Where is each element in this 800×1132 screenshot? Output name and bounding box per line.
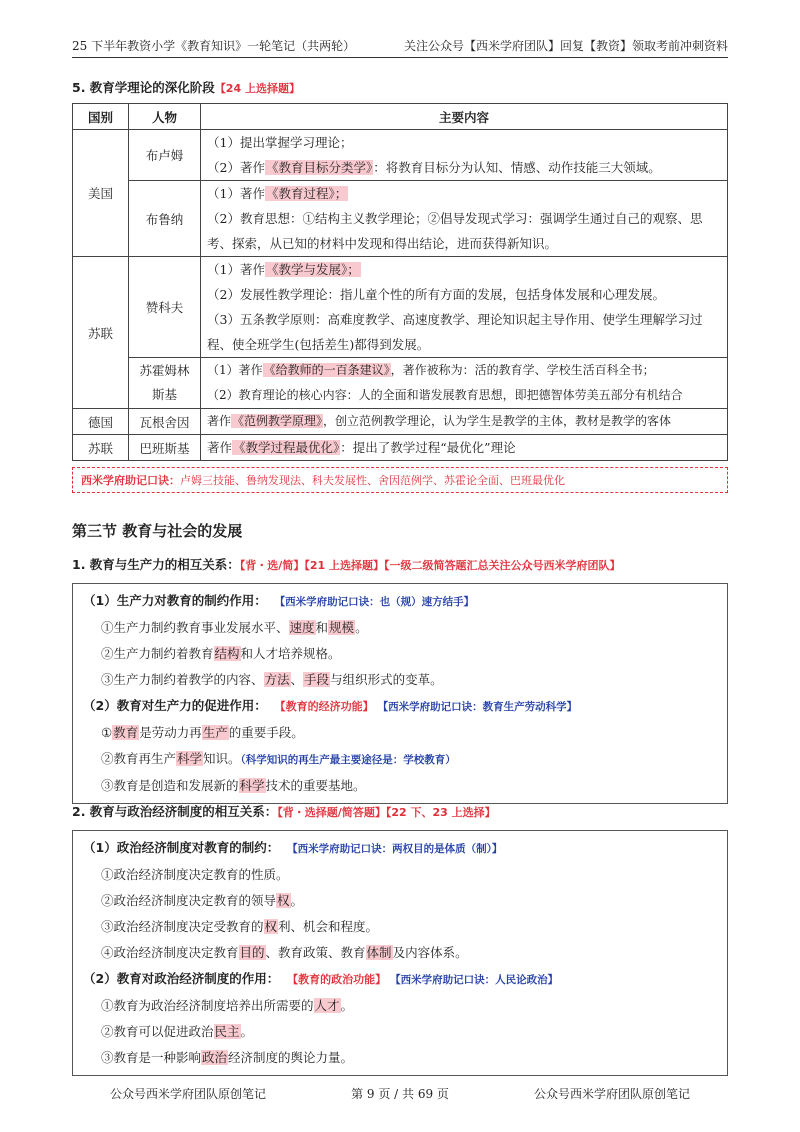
s1-p1-i2b: 和人才培养规格。	[240, 646, 341, 661]
s1-p2-i3h: 科学	[239, 778, 265, 793]
s1-p2-i3a: ③教育是创造和发展新的	[101, 778, 239, 793]
mnemonic-1-text: 卢姆三技能、鲁纳发现法、科夫发展性、舍因范例学、苏霍论全面、巴班最优化	[180, 474, 565, 487]
person-bruner: 布鲁纳	[129, 181, 201, 257]
s2-p1-i3b: 利、机会和程度。	[278, 919, 379, 934]
s1-p2-tag2: 【西米学府助记口诀：教育生产劳动科学】	[377, 701, 578, 713]
s2-p2-item-1	[83, 993, 717, 1019]
s2-box-wrap	[72, 830, 728, 1076]
s1-heading	[72, 555, 728, 573]
bruner-line-1	[207, 181, 721, 206]
s1-p2-tag1: 【教育的经济功能】	[274, 700, 374, 713]
s2-box	[72, 830, 728, 1076]
table-row	[73, 435, 728, 461]
s2-p1-tag: 【西米学府助记口诀：两权目的是体质（制）】	[287, 843, 503, 855]
s2-tag: 【背・选择题/简答题】【22 下、23 上选择】	[277, 806, 496, 819]
s2-p2-i3b: 经济制度的舆论力量。	[228, 1050, 354, 1065]
s1-p1-i3b: 、	[290, 672, 304, 687]
page-footer	[110, 1085, 690, 1102]
s2-p2-i2h: 民主	[214, 1024, 240, 1039]
person-zankov: 赞科夫	[129, 257, 201, 358]
s2-p1-title: （1）政治经济制度对教育的制约：	[83, 840, 280, 855]
babansky-a: 著作	[207, 440, 233, 455]
s1-p1-i1h1: 速度	[289, 620, 315, 635]
bloom-line-1: （1）提出掌握学习理论；	[207, 135, 353, 150]
table-row	[73, 257, 728, 358]
col-country: 国别	[73, 104, 129, 130]
s1-p2-i1a: ①	[101, 725, 113, 740]
s1-p2-i1h1: 教育	[113, 725, 139, 740]
s2-p1-item-4	[83, 940, 717, 966]
s2-p1-i4a: ④政治经济制度决定教育	[101, 945, 239, 960]
content-wagenschein	[201, 409, 728, 435]
s1-p1-i2a: ②生产力制约着教育	[101, 646, 214, 661]
section-5-tag: 【24 上选择题】	[214, 82, 300, 95]
content-babansky	[201, 435, 728, 461]
s2-p2-title: （2）教育对政治经济制度的作用：	[83, 971, 280, 986]
s2-p1-heading	[83, 835, 717, 862]
country-ussr: 苏联	[73, 257, 129, 409]
s2-title: 2. 教育与政治经济制度的相互关系：	[72, 804, 278, 819]
s2-p2-tag2: 【西米学府助记口诀：人民论政治】	[390, 974, 559, 986]
footer-right: 公众号西米学府团队原创笔记	[533, 1087, 690, 1101]
s1-p1-i1c: 。	[355, 620, 368, 635]
s1-p2-i2a: ②教育再生产	[101, 751, 177, 766]
country-usa: 美国	[73, 130, 129, 257]
table-row	[73, 181, 728, 257]
babansky-b: ：提出了教学过程“最优化”理论	[340, 440, 516, 455]
bloom-line-2	[207, 155, 721, 180]
col-person: 人物	[129, 104, 201, 130]
s1-p2-item-3	[83, 773, 717, 799]
zankov-highlight: 《教学与发展》；	[265, 262, 360, 277]
s1-p1-item-3	[83, 667, 717, 693]
mnemonic-1-label: 西米学府助记口诀：	[81, 474, 180, 487]
bloom-highlight: 《教育目标分类学》	[265, 160, 373, 175]
s1-p2-item-1	[83, 720, 717, 746]
table-row	[73, 409, 728, 435]
content-bruner	[201, 181, 728, 257]
s1-p2-i2h: 科学	[177, 751, 203, 766]
s2-p1-i2b: 。	[290, 893, 304, 908]
s1-box-wrap	[72, 583, 728, 804]
zankov-line-2: （2）发展性教学理论：指儿童个性的所有方面的发展，包括身体发展和心理发展。	[207, 287, 665, 302]
s2-p2-i1a: ①教育为政治经济制度培养出所需要的	[101, 998, 314, 1013]
sukh-highlight: 《给教师的一百条建议》	[263, 363, 390, 377]
sukh-l1b: ，著作被称为：活的教育学、学校生活百科全书；	[390, 363, 655, 377]
babansky-highlight: 《教学过程最优化》	[233, 440, 340, 455]
s1-p2-title: （2）教育对生产力的促进作用：	[83, 698, 267, 713]
s1-tag: 【背・选/简】【21 上选择题】【一级二级简答题汇总关注公众号西米学府团队】	[239, 559, 621, 572]
wagen-highlight: 《范例教学原理》	[232, 414, 323, 428]
bruner-highlight: 《教育过程》；	[265, 186, 348, 201]
s2-p2-i2b: 。	[240, 1024, 254, 1039]
s1-p2-i2b: 知识。	[203, 751, 241, 766]
s1-p1-i2h: 结构	[214, 646, 240, 661]
s2-p1-i4b: 、教育政策、教育	[265, 945, 366, 960]
header-left: 25 下半年教资小学《教育知识》一轮笔记（共两轮）	[72, 39, 356, 53]
content-bloom	[201, 130, 728, 181]
section-5-title: 5. 教育学理论的深化阶段	[72, 80, 215, 95]
page-header	[72, 36, 728, 58]
sukh-line-2: （2）教育理论的核心内容：人的全面和谐发展教育思想，即把德智体劳美五部分有机结合	[207, 388, 683, 402]
sukh-line-1	[207, 358, 721, 383]
wagen-a: 著作	[207, 414, 232, 428]
s1-p1-i3h1: 方法	[264, 672, 290, 687]
s1-p2-i1b: 是劳动力再	[139, 725, 202, 740]
s2-heading	[72, 802, 728, 820]
theory-table-block	[72, 103, 728, 493]
bloom-l2a: （2）著作	[207, 160, 265, 175]
section-3-heading	[72, 520, 728, 541]
header-right: 关注公众号【西米学府团队】回复【教资】领取考前冲刺资料	[403, 39, 728, 53]
s2-p1-i3a: ③政治经济制度决定受教育的	[101, 919, 264, 934]
s2-p1-i4h2: 体制	[366, 945, 392, 960]
person-sukhomlinsky	[129, 358, 201, 409]
sukh-name-1: 苏霍姆林	[139, 363, 190, 378]
s1-p2-item-2	[83, 746, 717, 773]
s1-box	[72, 583, 728, 804]
content-sukhomlinsky	[201, 358, 728, 409]
person-babansky: 巴班斯基	[129, 435, 201, 461]
col-content: 主要内容	[201, 104, 728, 130]
content-zankov	[201, 257, 728, 358]
s1-p1-i1h2: 规模	[329, 620, 355, 635]
s2-p1-i4h1: 目的	[239, 945, 265, 960]
s2-p1-i4c: 及内容体系。	[392, 945, 468, 960]
s1-p1-i3h2: 手段	[304, 672, 330, 687]
zankov-line-4: 程、使全班学生(包括差生)都得到发展。	[207, 337, 430, 352]
s2-p1-item-3	[83, 914, 717, 940]
s2-p1-i2h: 权	[277, 893, 290, 908]
bruner-line-2: （2）教育思想：①结构主义教学理论；②倡导发现式学习：强调学生通过自己的观察、思	[207, 211, 703, 226]
s1-p1-i3c: 与组织形式的变革。	[330, 672, 443, 687]
s2-p2-item-2	[83, 1019, 717, 1045]
person-wagenschein: 瓦根舍因	[129, 409, 201, 435]
s1-p1-heading	[83, 588, 717, 615]
s2-p1-i2a: ②政治经济制度决定教育的领导	[101, 893, 277, 908]
person-bloom: 布卢姆	[129, 130, 201, 181]
s2-p2-i1h: 人才	[314, 998, 340, 1013]
sukh-l1a: （1）著作	[207, 363, 263, 377]
s1-p1-i3a: ③生产力制约着教学的内容、	[101, 672, 264, 687]
wagen-b: ，创立范例教学理论，认为学生是教学的主体，教材是教学的客体	[323, 414, 672, 428]
s2-p2-item-3	[83, 1045, 717, 1071]
sukh-name-2: 斯基	[151, 387, 177, 402]
section-5-heading	[72, 78, 728, 96]
s1-p1-i1a: ①生产力制约教育事业发展水平、	[101, 620, 289, 635]
s1-p1-item-2	[83, 641, 717, 667]
s2-p2-i3h: 政治	[202, 1050, 228, 1065]
table-header-row	[73, 104, 728, 130]
section-3-title: 第三节 教育与社会的发展	[72, 522, 243, 540]
s2-p1-i3h: 权	[264, 919, 278, 934]
s2-p1-item-2	[83, 888, 717, 914]
footer-left: 公众号西米学府团队原创笔记	[110, 1087, 267, 1101]
zankov-line-3: （3）五条教学原则：高难度教学、高速度教学、理论知识起主导作用、使学生理解学习过	[207, 312, 703, 327]
table-row	[73, 358, 728, 409]
country-ussr-2: 苏联	[73, 435, 129, 461]
bruner-line-3: 考、探索，从已知的材料中发现和得出结论，进而获得新知识。	[207, 236, 558, 251]
s1-p2-i1h2: 生产	[202, 725, 228, 740]
table-row	[73, 130, 728, 181]
mnemonic-box-1	[72, 467, 728, 493]
s2-p2-i1b: 。	[340, 998, 354, 1013]
s1-p1-tag: 【西米学府助记口诀：也（规）速方结手】	[274, 596, 475, 608]
s1-p2-i3b: 技术的重要基地。	[265, 778, 366, 793]
s2-p2-tag1: 【教育的政治功能】	[287, 973, 387, 986]
theory-table	[72, 103, 728, 461]
s2-p2-i3a: ③教育是一种影响	[101, 1050, 202, 1065]
zankov-line-1	[207, 257, 721, 282]
zankov-l1a: （1）著作	[207, 262, 265, 277]
country-germany: 德国	[73, 409, 129, 435]
s1-p2-i1c: 的重要手段。	[228, 725, 304, 740]
s1-p1-i1b: 和	[315, 620, 329, 635]
s2-p2-i2a: ②教育可以促进政治	[101, 1024, 214, 1039]
s1-title: 1. 教育与生产力的相互关系：	[72, 557, 240, 572]
page-number: 第 9 页 / 共 69 页	[351, 1087, 449, 1101]
bruner-l1a: （1）著作	[207, 186, 265, 201]
bloom-l2b: ：将教育目标分为认知、情感、动作技能三大领域。	[373, 160, 661, 175]
s2-p1-item-1: ①政治经济制度决定教育的性质。	[101, 867, 289, 882]
s1-p1-item-1	[83, 615, 717, 641]
s1-p2-heading	[83, 693, 717, 720]
s1-p1-title: （1）生产力对教育的制约作用：	[83, 593, 267, 608]
s1-p2-note: （科学知识的再生产最主要途径是：学校教育）	[240, 754, 456, 766]
s2-p2-heading	[83, 966, 717, 993]
